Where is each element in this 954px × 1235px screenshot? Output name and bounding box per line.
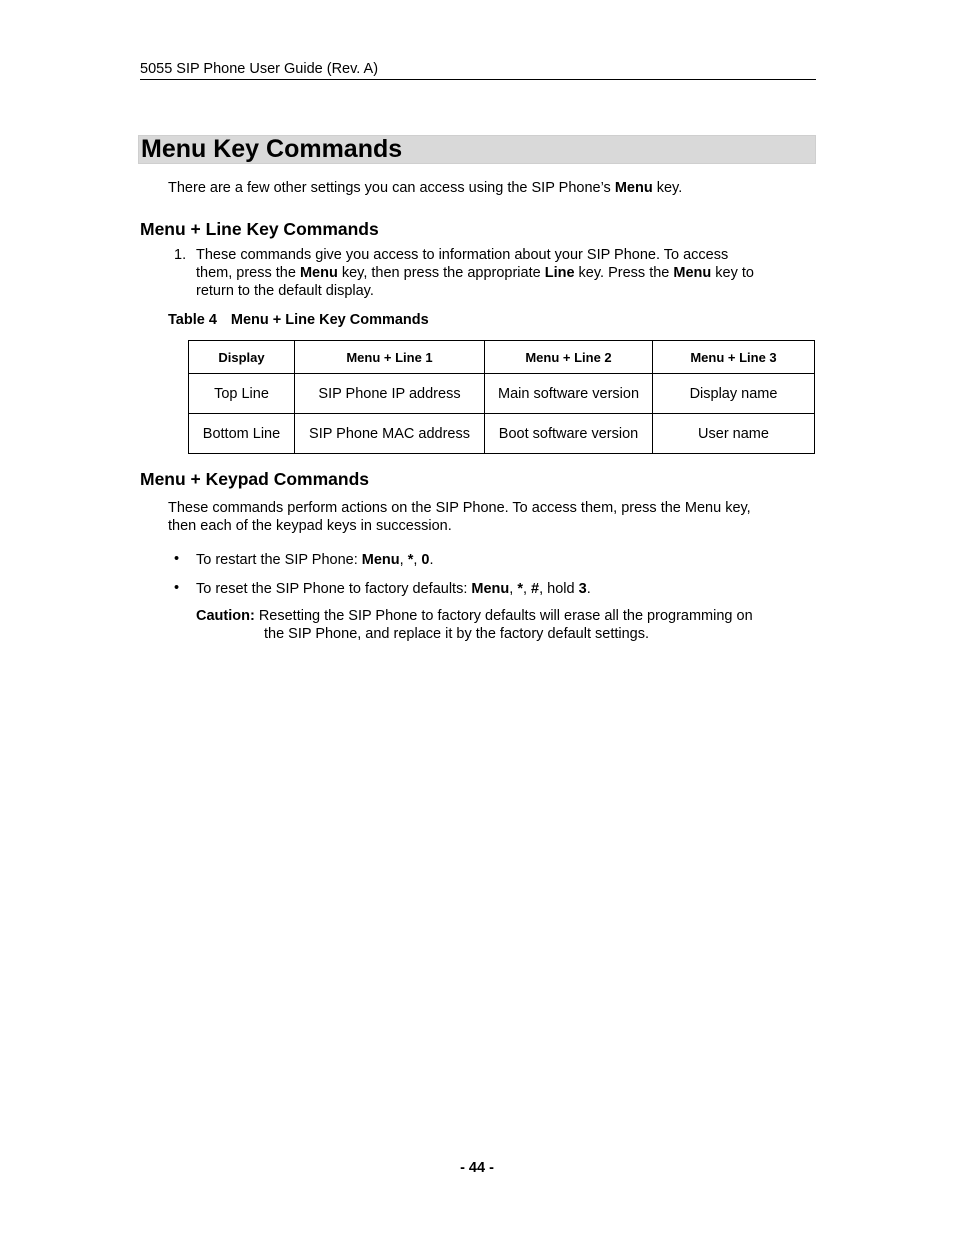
commands-table [188,340,815,454]
table-cell: SIP Phone MAC address [295,414,485,454]
bullet-icon: • [174,580,180,596]
list-number: 1. [174,247,187,263]
table-cell: Bottom Line [189,414,295,454]
table-cell: SIP Phone IP address [295,374,485,414]
section-intro: There are a few other settings you can access using the SIP Phone’s Menu key. [168,180,683,196]
table-cell: Display name [653,374,815,414]
bullet-reset: To reset the SIP Phone to factory defaults: Menu, *, #, hold 3. [196,581,591,597]
column-header: Menu + Line 3 [653,341,815,374]
column-header: Menu + Line 2 [485,341,653,374]
table-cell: Boot software version [485,414,653,454]
bullet-restart: To restart the SIP Phone: Menu, *, 0. [196,552,434,568]
table-cell: Main software version [485,374,653,414]
table-row [189,414,815,454]
subheading-keypad-commands: Menu + Keypad Commands [140,469,370,489]
table-cell: Top Line [189,374,295,414]
page-number: - 44 - [460,1160,494,1176]
subheading-line-commands: Menu + Line Key Commands [140,219,379,239]
column-header: Menu + Line 1 [295,341,485,374]
table-caption: Table 4 Menu + Line Key Commands [168,312,429,328]
column-header: Display [189,341,295,374]
caution-note: Caution: Resetting the SIP Phone to factory defaults will erase all the programming on the SIP Phone, and replace it by the factory default settings. [196,608,753,642]
keypad-intro: These commands perform actions on the SIP Phone. To access them, press the Menu key, then each of the keypad keys in succession. [168,500,751,534]
table-header-row [189,341,815,374]
running-header: 5055 SIP Phone User Guide (Rev. A) [140,61,816,80]
caution-label: Caution: [196,608,255,624]
table-row [189,374,815,414]
section-title: Menu Key Commands [138,135,816,164]
bullet-icon: • [174,551,180,567]
table-cell: User name [653,414,815,454]
list-item-text: These commands give you access to information about your SIP Phone. To access them, press the Menu key, then press the appropriate Line key. Press the Menu key to return to the default display. [196,247,754,299]
